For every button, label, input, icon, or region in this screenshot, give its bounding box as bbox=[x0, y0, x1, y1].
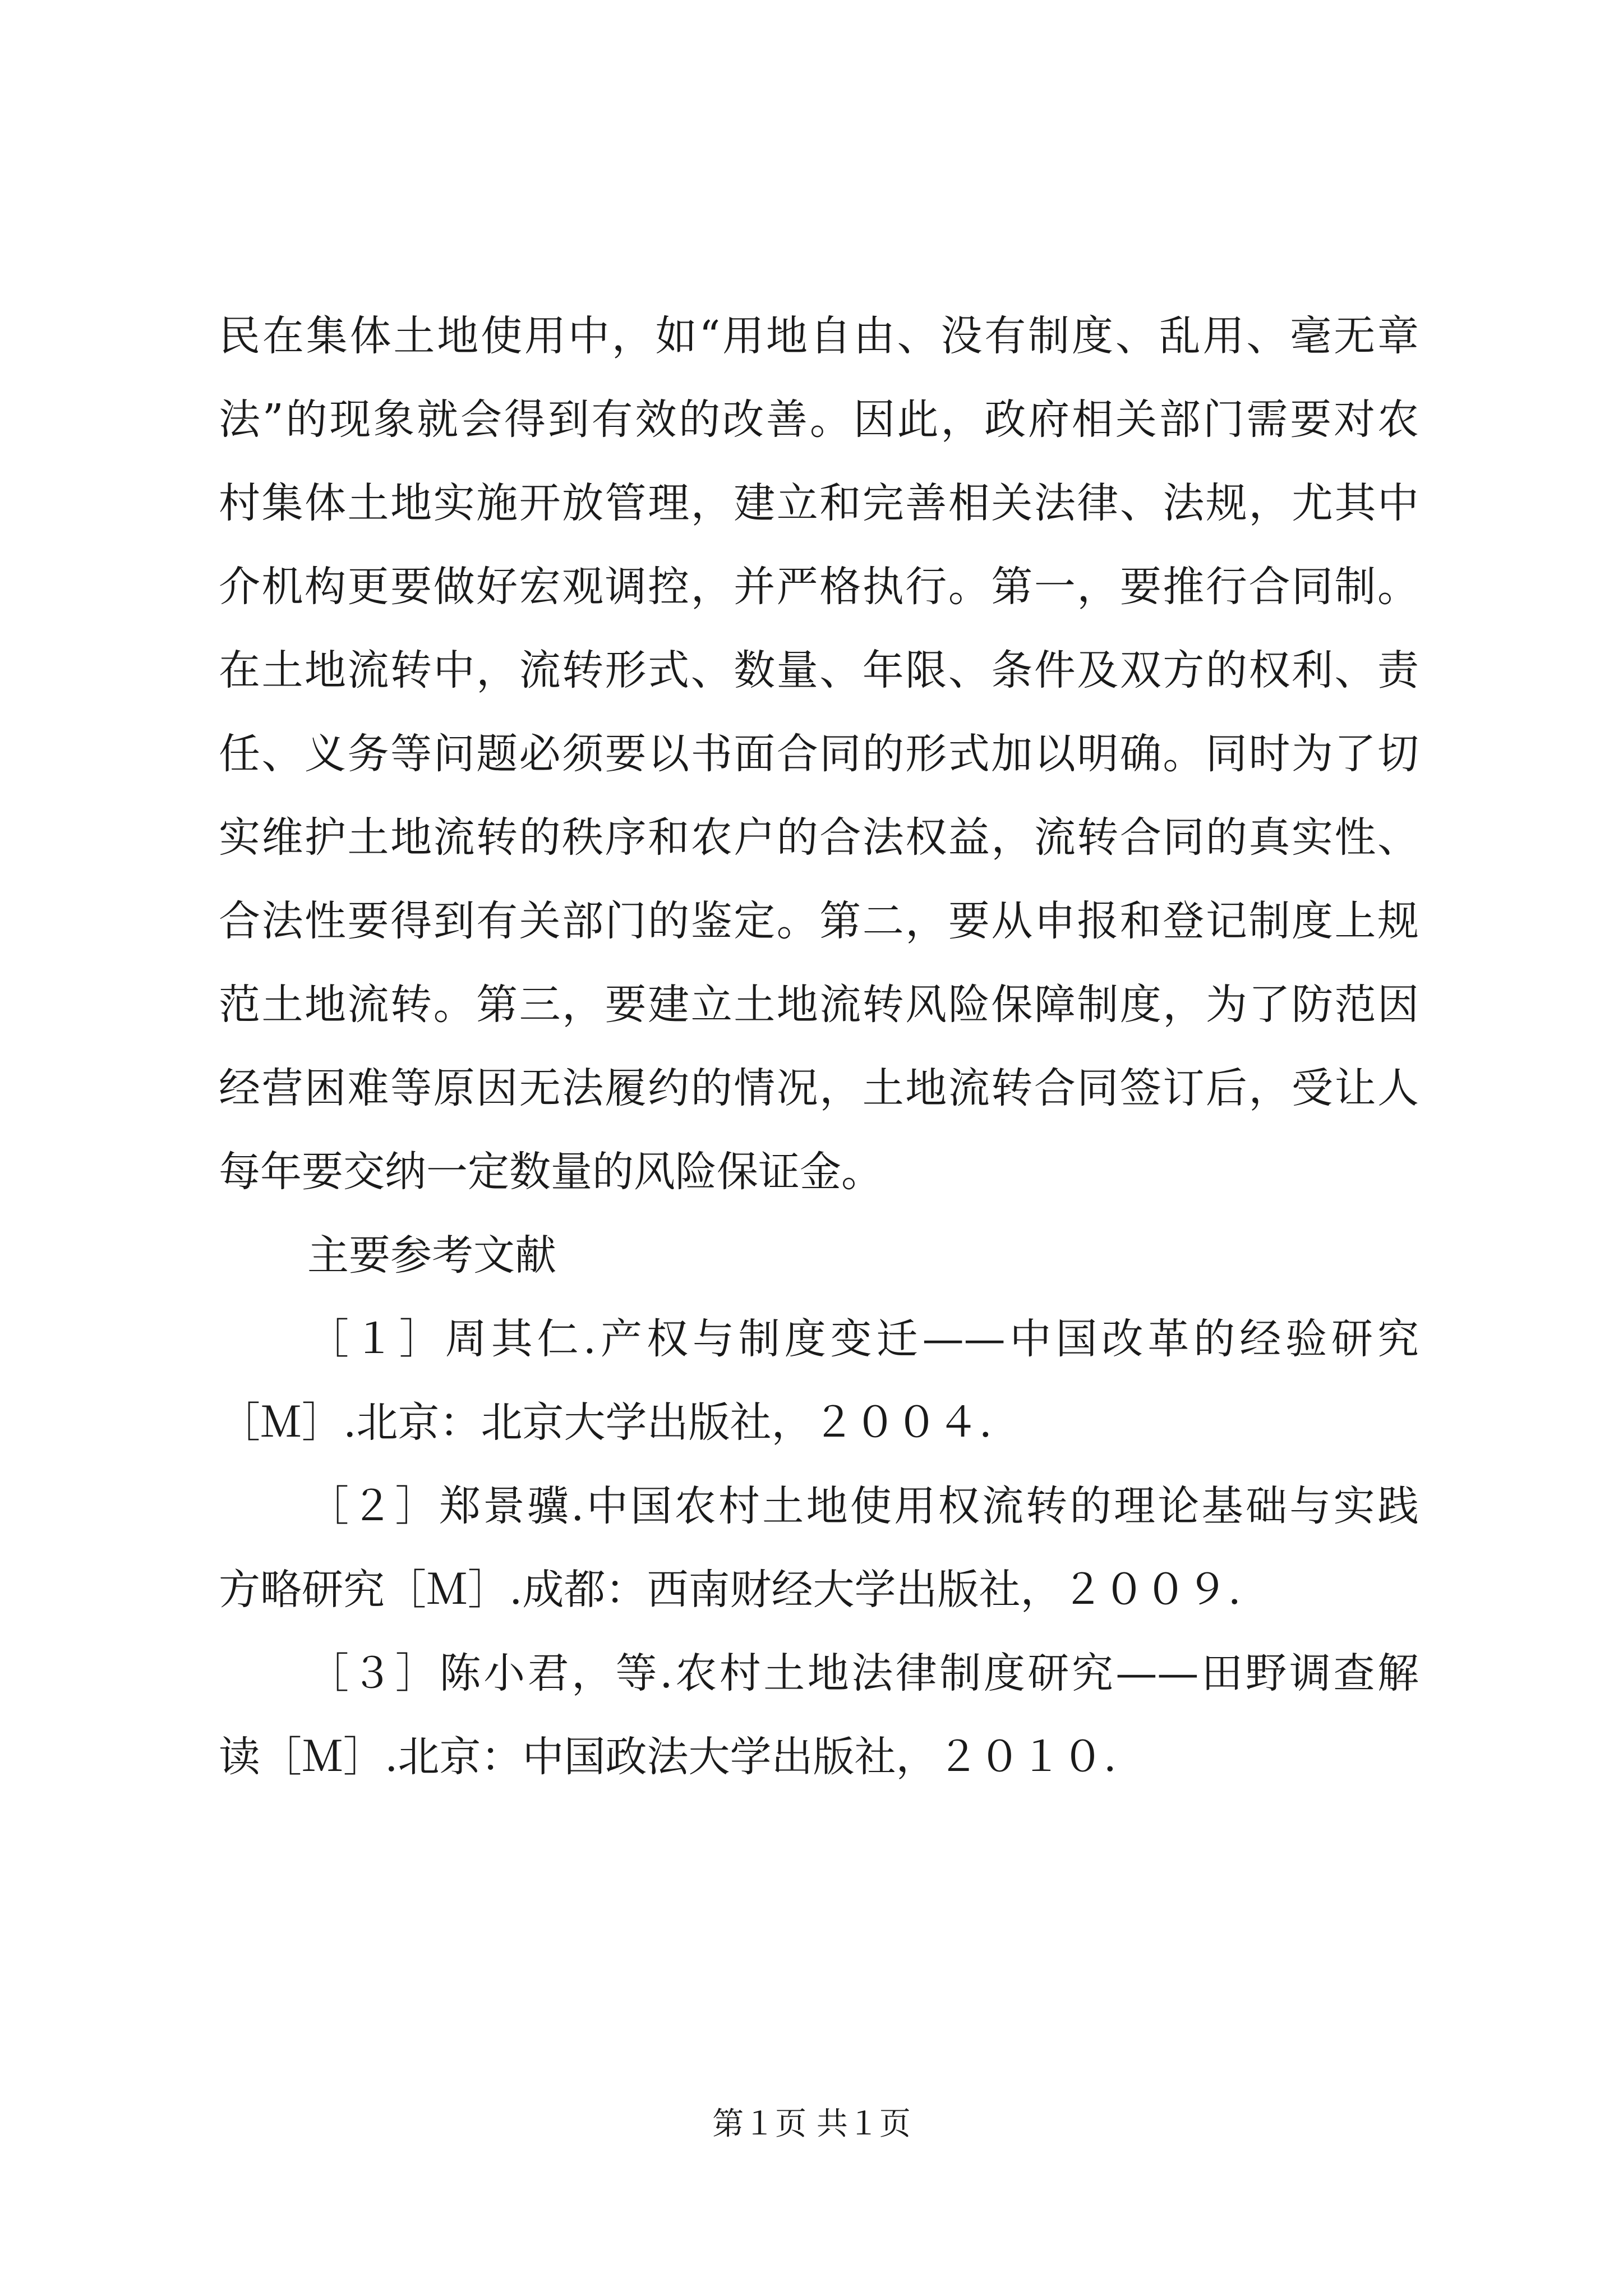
reference-line: ［１］周其仁.产权与制度变迁——中国改革的经验研究 bbox=[307, 1315, 1419, 1363]
paragraph-line: 介机构更要做好宏观调控，并严格执行。第一，要推行合同制。 bbox=[219, 563, 1419, 611]
paragraph-line: 经营困难等原因无法履约的情况，土地流转合同签订后，受让人 bbox=[219, 1064, 1419, 1112]
paragraph-line: 范土地流转。第三，要建立土地流转风险保障制度，为了防范因 bbox=[219, 981, 1419, 1029]
references-heading: 主要参考文献 bbox=[307, 1231, 556, 1280]
paragraph-line: 每年要交纳一定数量的风险保证金。 bbox=[219, 1148, 883, 1196]
paragraph-line: 任、义务等问题必须要以书面合同的形式加以明确。同时为了切 bbox=[219, 730, 1419, 778]
paragraph-line: 实维护土地流转的秩序和农户的合法权益，流转合同的真实性、 bbox=[219, 813, 1419, 862]
paragraph-line: 村集体土地实施开放管理，建立和完善相关法律、法规，尤其中 bbox=[219, 479, 1419, 527]
reference-line: ［２］郑景骥.中国农村土地使用权流转的理论基础与实践 bbox=[307, 1482, 1419, 1530]
reference-line: ［３］陈小君，等.农村土地法律制度研究——田野调查解 bbox=[307, 1649, 1419, 1697]
paragraph-line: 民在集体土地使用中，如“用地自由、没有制度、乱用、毫无章 bbox=[219, 312, 1419, 360]
paragraph-line: 合法性要得到有关部门的鉴定。第二，要从申报和登记制度上规 bbox=[219, 897, 1419, 945]
paragraph-line: 在土地流转中，流转形式、数量、年限、条件及双方的权利、责 bbox=[219, 646, 1419, 694]
reference-line: 方略研究［Ｍ］.成都：西南财经大学出版社，２００９. bbox=[219, 1566, 1242, 1614]
paragraph-line: 法”的现象就会得到有效的改善。因此，政府相关部门需要对农 bbox=[219, 395, 1419, 444]
reference-line: 读［Ｍ］.北京：中国政法大学出版社，２０１０. bbox=[219, 1733, 1117, 1781]
page-number-footer: 第１页 共１页 bbox=[712, 2106, 911, 2142]
reference-line: ［Ｍ］.北京：北京大学出版社，２００４. bbox=[219, 1398, 993, 1447]
